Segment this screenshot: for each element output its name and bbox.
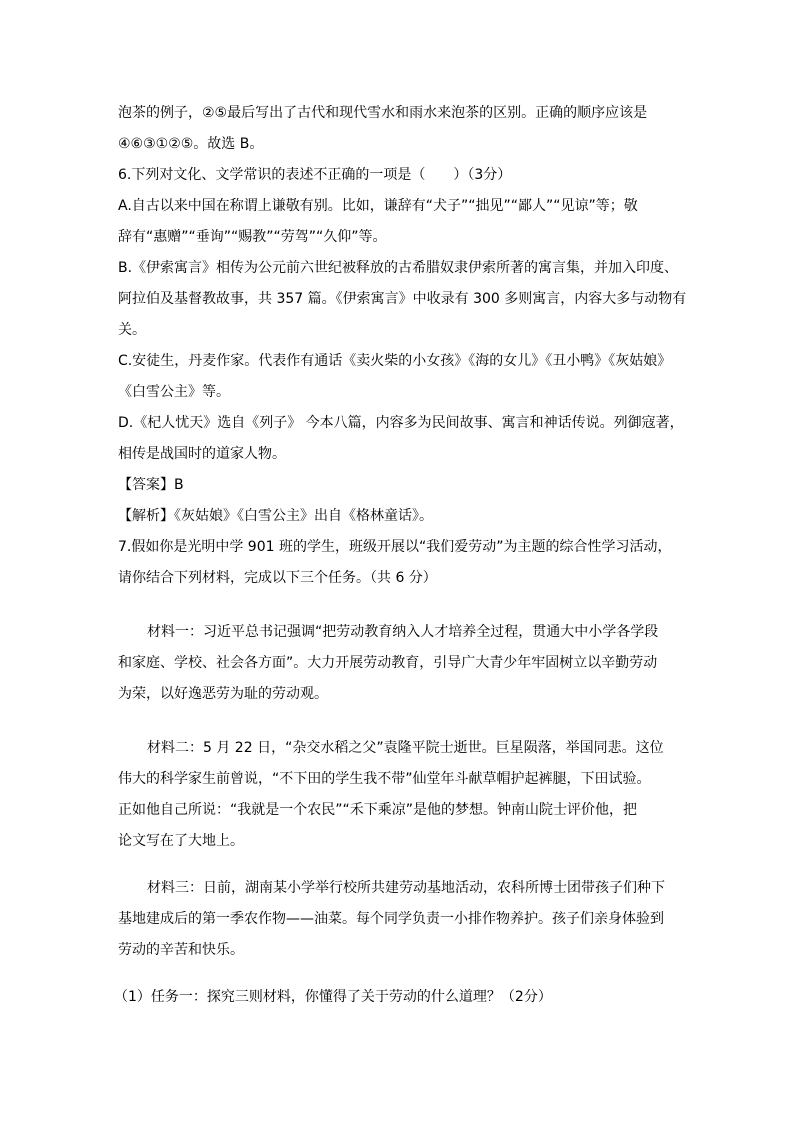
- material-3-line-3: 劳动的辛苦和快乐。: [118, 942, 244, 958]
- option-d-line-1: D.《杞人忧天》选自《列子》 今本八篇，内容多为民间故事、寓言和神话传说。列御寇著，: [118, 415, 684, 431]
- material-2-line-3: 正如他自己所说：“我就是一个农民”“禾下乘凉”是他的梦想。钟南山院士评价他，把: [118, 802, 638, 818]
- question-7-stem-line-2: 请你结合下列材料，完成以下三个任务。（共 6 分）: [118, 570, 437, 586]
- material-2-line-4: 论文写在了大地上。: [118, 833, 244, 849]
- option-c-line-1: C.安徒生，丹麦作家。代表作有通话《卖火柴的小女孩》《海的女儿》《丑小鸭》《灰姑娘》: [118, 353, 672, 369]
- material-3-line-2: 基地建成后的第一季农作物——油菜。每个同学负责一小排作物养护。孩子们亲身体验到: [118, 911, 664, 927]
- material-2-line-1: 材料二：5 月 22 日，“杂交水稻之父”袁隆平院士逝世。巨星陨落，举国同悲。这位: [147, 740, 664, 756]
- explanation-label: 【解析】《灰姑娘》《白雪公主》出自《格林童话》。: [118, 508, 433, 524]
- option-a-line-2: 辞有“惠赠”“垂询”“赐教”“劳驾”“久仰”等。: [118, 229, 387, 245]
- material-1-line-2: 和家庭、学校、社会各方面”。大力开展劳动教育，引导广大青少年牢固树立以辛勤劳动: [118, 655, 658, 671]
- option-b-line-1: B.《伊索寓言》相传为公元前六世纪被释放的古希腊奴隶伊索所著的寓言集，并加入印度、: [118, 260, 679, 276]
- task-1-prompt: （1）任务一：探究三则材料，你懂得了关于劳动的什么道理？（2分）: [114, 989, 552, 1005]
- option-d-line-2: 相传是战国时的道家人物。: [118, 446, 286, 462]
- analysis-line-1: 泡茶的例子，②⑤最后写出了古代和现代雪水和雨水来泡茶的区别。正确的顺序应该是: [118, 105, 648, 121]
- question-6-stem: 6.下列对文化、文学常识的表述不正确的一项是（ ）（3分）: [118, 167, 512, 183]
- question-7-stem-line-1: 7.假如你是光明中学 901 班的学生，班级开展以“我们爱劳动”为主题的综合性学习活动，: [118, 539, 672, 555]
- material-3-line-1: 材料三：日前，湖南某小学举行校所共建劳动基地活动，农科所博士团带孩子们种下: [147, 880, 665, 896]
- answer-label: 【答案】B: [118, 477, 184, 493]
- material-1-line-3: 为荣，以好逸恶劳为耻的劳动观。: [118, 686, 328, 702]
- analysis-line-2: ④⑥③①②⑤。故选 B。: [118, 136, 264, 152]
- option-c-line-2: 《白雪公主》等。: [118, 384, 230, 400]
- option-b-line-2: 阿拉伯及基督教故事，共 357 篇。《伊索寓言》中收录有 300 多则寓言，内容大多与动物有: [118, 291, 687, 307]
- option-a-line-1: A.自古以来中国在称谓上谦敬有别。比如，谦辞有“犬子”“拙见”“鄙人”“见谅”等；敬: [118, 198, 638, 214]
- option-b-line-3: 关。: [118, 322, 146, 338]
- material-2-line-2: 伟大的科学家生前曾说，“不下田的学生我不带”仙堂年斗献草帽护起裤腿，下田试验。: [118, 771, 651, 787]
- material-1-line-1: 材料一：习近平总书记强调“把劳动教育纳入人才培养全过程，贯通大中小学各学段: [147, 624, 659, 640]
